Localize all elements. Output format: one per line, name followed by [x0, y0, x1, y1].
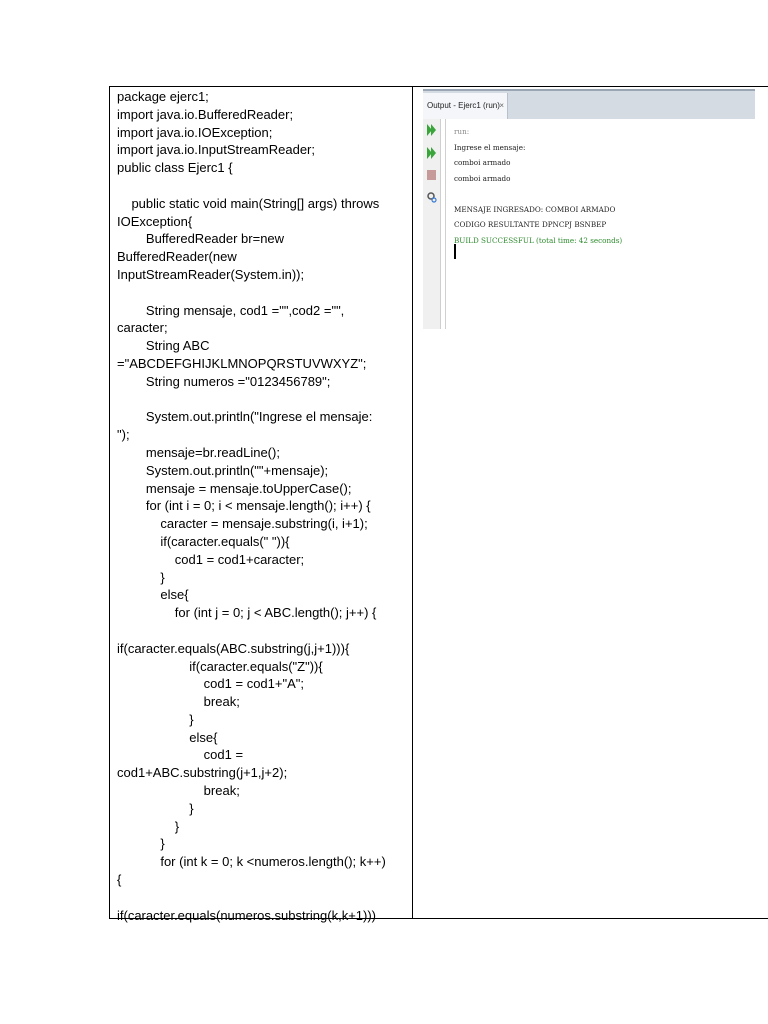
output-line: comboi armado: [454, 173, 511, 183]
output-line: [454, 186, 622, 202]
rerun-icon[interactable]: [427, 124, 437, 136]
code-line: mensaje=br.readLine();: [117, 444, 280, 460]
code-line: String numeros ="0123456789";: [117, 373, 331, 389]
output-line: run:: [454, 127, 470, 136]
close-icon[interactable]: ×: [499, 101, 504, 110]
output-top-border: [423, 89, 755, 91]
code-line: [117, 177, 407, 195]
code-line: if(caracter.equals("Z")){: [117, 658, 323, 674]
text-caret: [454, 244, 456, 259]
code-line: import java.io.IOException;: [117, 124, 273, 140]
code-line: cod1+ABC.substring(j+1,j+2);: [117, 765, 288, 781]
document-table: [109, 86, 768, 923]
settings-icon[interactable]: [427, 191, 437, 203]
code-line: import java.io.InputStreamReader;: [117, 142, 315, 158]
code-line: else{: [117, 729, 218, 745]
output-gutter-line: [445, 119, 446, 329]
output-screenshot: [423, 89, 755, 329]
code-line: cod1 = cod1+"A";: [117, 676, 304, 692]
code-line: if(caracter.equals(numeros.substring(k,k+1))): [117, 907, 377, 923]
code-line: else{: [117, 587, 189, 603]
output-line: Ingrese el mensaje:: [454, 142, 526, 152]
output-toolbar: [423, 119, 441, 329]
code-line: IOException{: [117, 213, 193, 229]
code-line: for (int j = 0; j < ABC.length(); j++) {: [117, 605, 377, 621]
code-line: import java.io.BufferedReader;: [117, 106, 294, 122]
output-console: [454, 124, 622, 248]
stop-icon[interactable]: [427, 169, 437, 181]
code-line: if(caracter.equals(" ")){: [117, 533, 290, 549]
code-line: public static void main(String[] args) throws: [117, 195, 380, 211]
output-line: MENSAJE INGRESADO: COMBOI ARMADO: [454, 204, 616, 214]
code-line: for (int k = 0; k <numeros.length(); k++): [117, 854, 386, 870]
code-line: break;: [117, 694, 240, 710]
code-line: [117, 284, 407, 302]
code-line: cod1 =: [117, 747, 244, 763]
code-line: break;: [117, 783, 240, 799]
code-line: if(caracter.equals(ABC.substring(j,j+1))){: [117, 640, 350, 656]
code-line: String ABC: [117, 338, 210, 354]
code-line: [117, 889, 407, 907]
code-line: InputStreamReader(System.in));: [117, 266, 305, 282]
code-line: public class Ejerc1 {: [117, 160, 233, 176]
code-line: caracter;: [117, 320, 168, 336]
output-line: CODIGO RESULTANTE DPNCPJ BSNBEP: [454, 220, 607, 229]
output-line: comboi armado: [454, 158, 511, 167]
code-line: ="ABCDEFGHIJKLMNOPQRSTUVWXYZ";: [117, 355, 367, 371]
tab-output-label: Output - Ejerc1 (run): [427, 101, 500, 110]
rerun-with-options-icon[interactable]: [427, 147, 437, 159]
code-line: cod1 = cod1+caracter;: [117, 551, 305, 567]
code-line: {: [117, 872, 122, 888]
code-line: ");: [117, 427, 130, 443]
code-line: caracter = mensaje.substring(i, i+1);: [117, 516, 368, 532]
code-line: }: [117, 569, 165, 585]
code-line: [117, 391, 407, 409]
code-line: System.out.println("Ingrese el mensaje:: [117, 409, 373, 425]
code-line: }: [117, 800, 194, 816]
code-line: System.out.println(""+mensaje);: [117, 462, 329, 478]
code-line: }: [117, 836, 165, 852]
code-line: BufferedReader br=new: [117, 231, 285, 247]
code-line: for (int i = 0; i < mensaje.length(); i++) {: [117, 498, 371, 514]
code-listing: [117, 88, 407, 924]
code-line: }: [117, 711, 194, 727]
code-line: BufferedReader(new: [117, 249, 237, 265]
code-line: mensaje = mensaje.toUpperCase();: [117, 480, 352, 496]
code-line: }: [117, 818, 180, 834]
output-line: BUILD SUCCESSFUL (total time: 42 seconds): [454, 235, 623, 245]
tab-output[interactable]: [423, 93, 508, 119]
column-divider: [412, 87, 413, 918]
code-line: String mensaje, cod1 ="",cod2 ="",: [117, 302, 345, 318]
code-line: package ejerc1;: [117, 89, 209, 104]
code-line: [117, 622, 407, 640]
